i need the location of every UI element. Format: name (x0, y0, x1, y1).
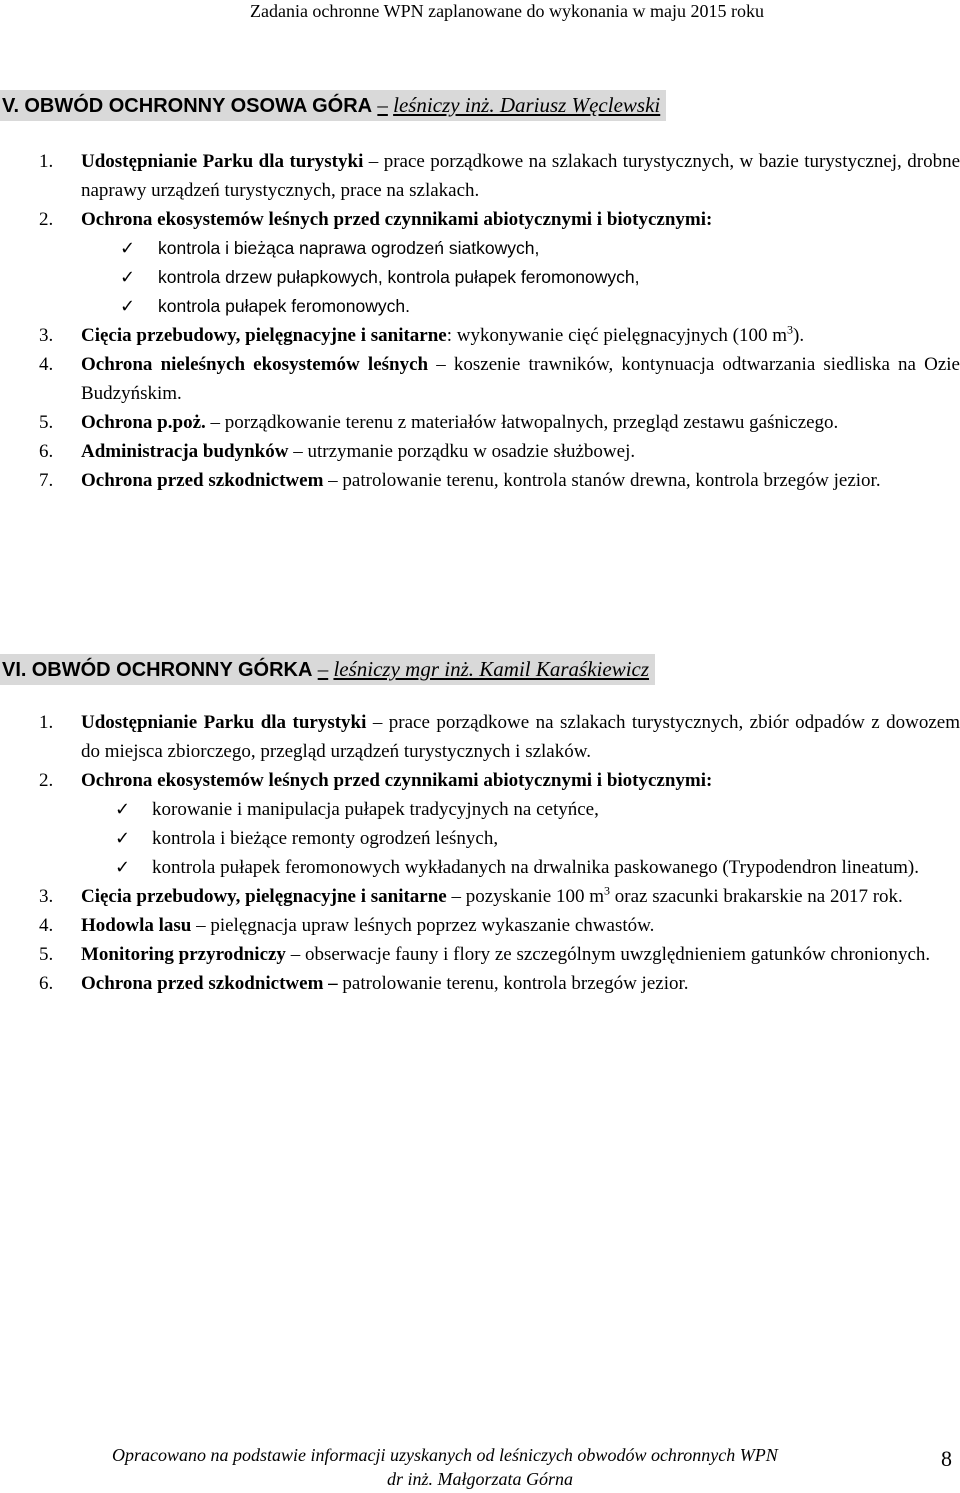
item-heading: Ochrona ekosystemów leśnych przed czynnikami abiotycznymi i biotycznymi: (81, 209, 713, 230)
item-text: – pozyskanie 100 m (446, 886, 604, 907)
item-text: – prace porządkowe na szlakach turystycznych, zbiór odpadów z dowozem do miejsca zbiorczego, przegląd urządzeń turystycznych i szlaków. (81, 712, 960, 762)
superscript: 3 (787, 322, 794, 337)
check-mark-icon: ✓ (120, 296, 136, 317)
item-heading: Ochrona nieleśnych ekosystemów leśnych (81, 354, 429, 375)
item-number: 2. (39, 770, 54, 791)
item-heading: Udostępnianie Parku dla turystyki (81, 712, 367, 733)
item-heading: Ochrona ekosystemów leśnych przed czynnikami abiotycznymi i biotycznymi: (81, 770, 713, 791)
list-item (0, 969, 960, 998)
title-dash: – (377, 93, 388, 117)
list-item (0, 708, 960, 766)
list-item (0, 147, 960, 205)
item-heading: Udostępnianie Parku dla turystyki (81, 151, 364, 172)
item-number: 3. (39, 886, 54, 907)
item-heading: Ochrona przed szkodnictwem (81, 470, 324, 491)
footer-author: dr inż. Małgorzata Górna (386, 1469, 574, 1489)
item-text-after: ). (793, 325, 805, 346)
item-text: : wykonywanie cięć pielęgnacyjnych (100 m (446, 325, 788, 346)
section-vi (0, 654, 960, 685)
check-mark-icon: ✓ (120, 267, 136, 288)
title-dash: – (317, 657, 329, 681)
check-item: ✓ kontrola i bieżące remonty ogrodzeń leśnych, (0, 824, 960, 853)
section-name: OBWÓD OCHRONNY GÓRKA (31, 659, 313, 681)
list-item (0, 911, 960, 940)
superscript: 3 (604, 883, 610, 898)
section-v (0, 90, 960, 121)
section-number: VI. (2, 659, 27, 681)
item-number: 2. (39, 209, 54, 230)
item-number: 5. (39, 944, 54, 965)
check-list (0, 234, 960, 321)
item-heading: Cięcia przebudowy, pielęgnacyjne i sanitarne (81, 325, 447, 346)
item-heading: Hodowla lasu (81, 915, 192, 936)
check-item: ✓ kontrola pułapek feromonowych wykładanych na drwalnika paskowanego (Trypodendron lineatum). (0, 853, 960, 882)
item-number: 3. (39, 325, 54, 346)
list-item (0, 766, 960, 795)
section-name: OBWÓD OCHRONNY OSOWA GÓRA (24, 95, 373, 117)
item-number: 5. (39, 412, 54, 433)
section-title (0, 90, 666, 121)
item-text: – obserwacje fauny i flory ze szczególnym uwzględnieniem gatunków chronionych. (285, 944, 931, 965)
list-item (0, 466, 960, 495)
item-text: – utrzymanie porządku w osadzie służbowej. (288, 441, 636, 462)
page-number: 8 (941, 1446, 952, 1471)
list-item (0, 205, 960, 234)
item-number: 6. (39, 973, 54, 994)
check-item: ✓ kontrola i bieżąca naprawa ogrodzeń siatkowych, (0, 234, 960, 263)
item-text: – patrolowanie terenu, kontrola stanów drewna, kontrola brzegów jezior. (323, 470, 881, 491)
section-title (0, 654, 655, 685)
list-item (0, 408, 960, 437)
item-number: 6. (39, 441, 54, 462)
item-heading: Cięcia przebudowy, pielęgnacyjne i sanitarne (81, 886, 447, 907)
list-item (0, 437, 960, 466)
forester-name: leśniczy mgr inż. Kamil Karaśkiewicz (333, 657, 650, 681)
list-item (0, 350, 960, 408)
footer-source: Opracowano na podstawie informacji uzyskanych od leśniczych obwodów ochronnych WPN (112, 1445, 778, 1465)
item-number: 7. (39, 470, 54, 491)
check-list (0, 795, 960, 882)
item-text: – porządkowanie terenu z materiałów łatwopalnych, przegląd zestawu gaśniczego. (205, 412, 839, 433)
check-mark-icon: ✓ (115, 828, 131, 849)
item-text: – koszenie trawników, kontynuacja odtwarzania siedliska na Ozie Budzyńskim. (81, 354, 960, 404)
check-item: ✓ kontrola drzew pułapkowych, kontrola pułapek feromonowych, (0, 263, 960, 292)
section-v-list (0, 147, 960, 495)
check-item: ✓ kontrola pułapek feromonowych. (0, 292, 960, 321)
list-item (0, 940, 960, 969)
running-header: Zadania ochronne WPN zaplanowane do wykonania w maju 2015 roku (249, 1, 764, 21)
item-number: 1. (39, 712, 54, 733)
item-number: 4. (39, 354, 54, 375)
check-mark-icon: ✓ (120, 238, 136, 259)
list-item (0, 882, 960, 911)
section-number: V. (2, 95, 20, 117)
item-number: 1. (39, 151, 54, 172)
item-heading: Administracja budynków (81, 441, 289, 462)
item-text: patrolowanie terenu, kontrola brzegów jezior. (337, 973, 689, 994)
item-heading: Ochrona przed szkodnictwem – (81, 973, 338, 994)
check-item: ✓ korowanie i manipulacja pułapek tradycyjnych na cetyńce, (0, 795, 960, 824)
section-vi-list (0, 708, 960, 998)
check-mark-icon: ✓ (115, 799, 131, 820)
item-text: – pielęgnacja upraw leśnych poprzez wykaszanie chwastów. (191, 915, 655, 936)
item-text-after: oraz szacunki brakarskie na 2017 rok. (610, 886, 903, 907)
check-mark-icon: ✓ (115, 857, 131, 878)
item-heading: Ochrona p.poż. (81, 412, 206, 433)
item-number: 4. (39, 915, 54, 936)
item-text: – prace porządkowe na szlakach turystycznych, w bazie turystycznej, drobne naprawy urządzeń turystycznych, prace na szlakach. (81, 151, 960, 201)
forester-name: leśniczy inż. Dariusz Węclewski (393, 93, 661, 117)
item-heading: Monitoring przyrodniczy (81, 944, 286, 965)
list-item (0, 321, 960, 350)
